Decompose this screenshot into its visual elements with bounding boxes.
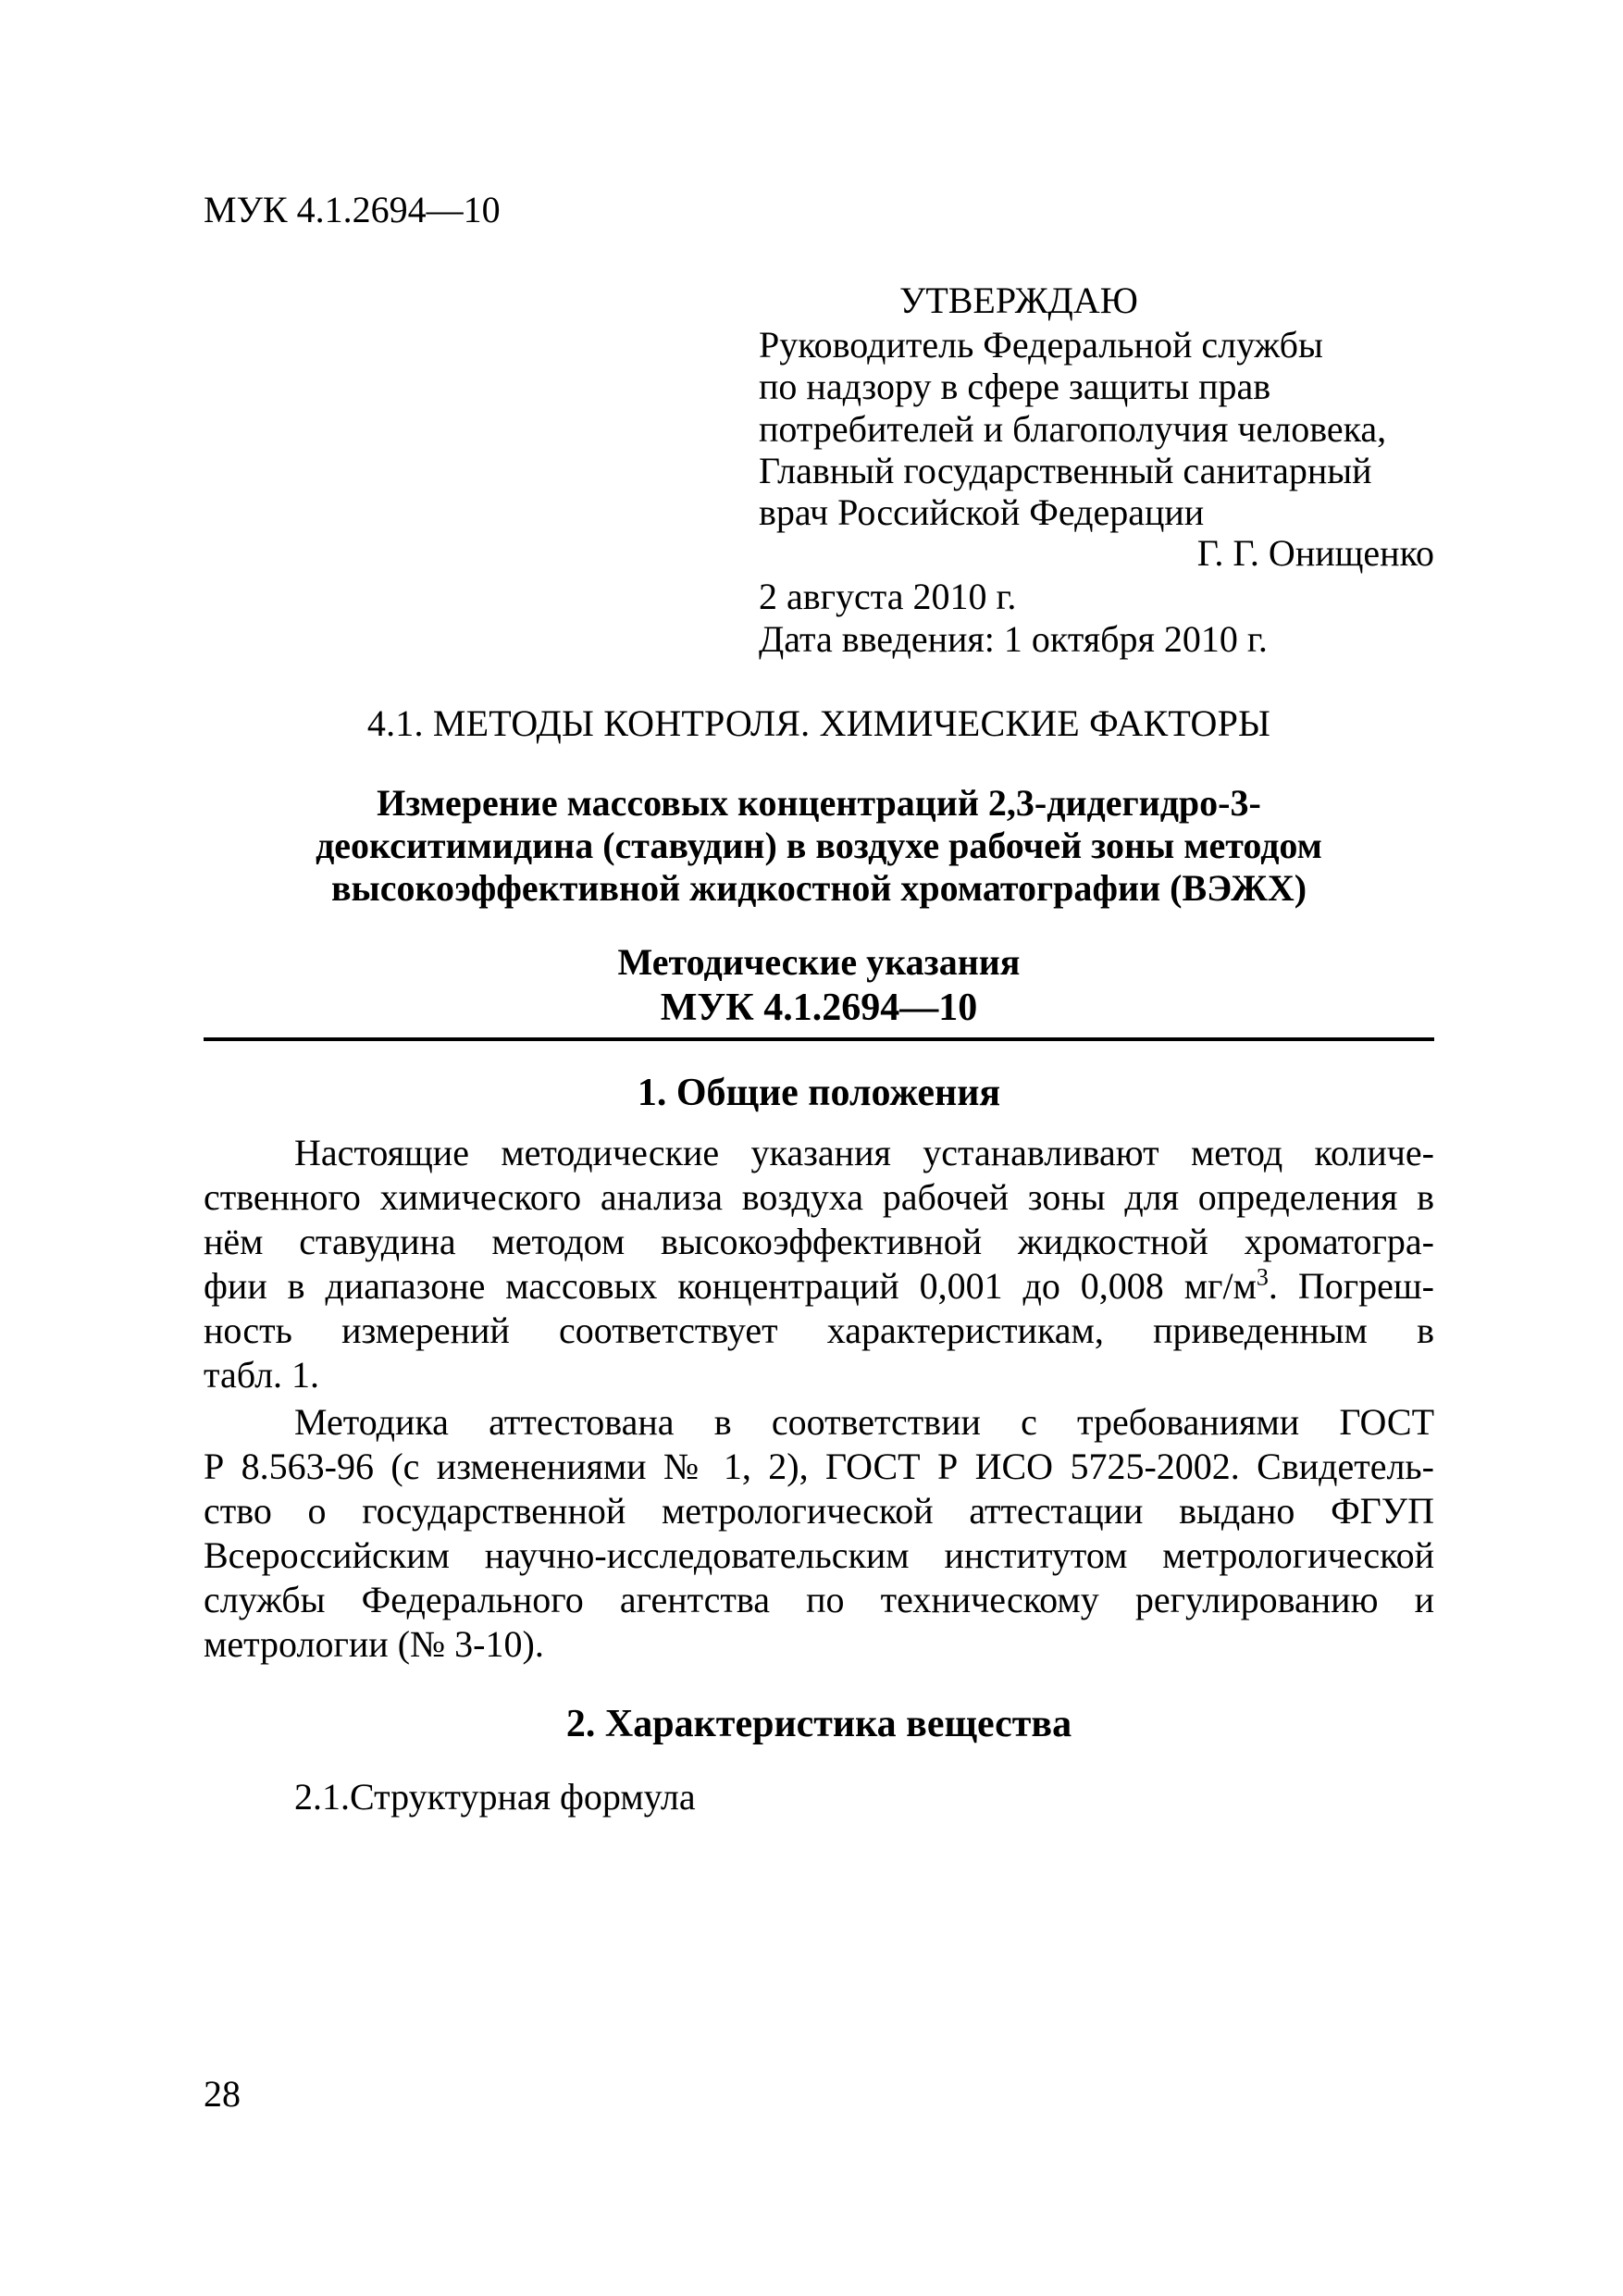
approval-position-line: врач Российской Федерации [759, 491, 1205, 533]
approval-position-line: Руководитель Федеральной службы [759, 324, 1323, 366]
page-number: 28 [204, 2073, 241, 2115]
document-number: МУК 4.1.2694—10 [660, 987, 978, 1029]
superscript: 3 [1256, 1263, 1269, 1291]
paragraph-line: Всероссийским научно-исследовательским институтом метрологической [204, 1534, 1434, 1576]
paragraph-line: Настоящие методические указания устанавливают метод количе- [294, 1132, 1434, 1173]
paragraph-line: ство о государственной метрологической аттестации выдано ФГУП [204, 1490, 1434, 1532]
doc-code-header: МУК 4.1.2694—10 [204, 189, 501, 230]
horizontal-rule [204, 1037, 1434, 1041]
section-1-paragraph-1 [204, 1131, 1434, 1397]
title-line: Измерение массовых концентраций 2,3-дидегидро-3- [377, 782, 1261, 824]
document-subtitle: Методические указания [617, 941, 1021, 983]
section-2-heading: 2. Характеристика вещества [565, 1703, 1072, 1745]
section-header: 4.1. МЕТОДЫ КОНТРОЛЯ. ХИМИЧЕСКИЕ ФАКТОРЫ [366, 702, 1271, 744]
paragraph-line: ность измерений соответствует характеристикам, приведенным в [204, 1309, 1434, 1351]
approval-position-line: потребителей и благополучия человека, [759, 408, 1387, 450]
title-line: деокситимидина (ставудин) в воздухе рабочей зоны методом [316, 825, 1322, 866]
section-1-paragraph-2 [204, 1400, 1434, 1667]
paragraph-line: Методика аттестована в соответствии с требованиями ГОСТ [294, 1401, 1434, 1443]
line-text: фии в диапазоне массовых концентраций 0,001 до 0,008 мг/м [204, 1265, 1257, 1307]
paragraph-line [204, 1264, 1434, 1309]
approval-date: 2 августа 2010 г. [759, 576, 1017, 617]
paragraph-line: Р 8.563-96 (с изменениями № 1, 2), ГОСТ Р ИСО 5725-2002. Свидетель- [204, 1446, 1434, 1487]
approval-signer: Г. Г. Онищенко [1196, 532, 1434, 574]
paragraph-line: ственного химического анализа воздуха рабочей зоны для определения в [204, 1176, 1434, 1218]
paragraph-line: табл. 1. [204, 1354, 320, 1396]
paragraph-line: нём ставудина методом высокоэффективной жидкостной хроматогра- [204, 1221, 1434, 1262]
approval-heading: УТВЕРЖДАЮ [899, 279, 1138, 321]
document-title [204, 782, 1434, 910]
effective-date: Дата введения: 1 октября 2010 г. [759, 618, 1268, 660]
line-text: . Погреш- [1268, 1265, 1434, 1307]
approval-position-line: по надзору в сфере защиты прав [759, 366, 1271, 407]
approval-position-line: Главный государственный санитарный [759, 450, 1372, 491]
title-line: высокоэффективной жидкостной хроматографии (ВЭЖХ) [330, 867, 1307, 909]
section-1-heading: 1. Общие положения [637, 1072, 1001, 1114]
paragraph-line: метрологии (№ 3-10). [204, 1623, 544, 1665]
paragraph-line: службы Федерального агентства по техническому регулированию и [204, 1579, 1434, 1620]
subsection-2-1: 2.1.Структурная формула [294, 1776, 696, 1818]
